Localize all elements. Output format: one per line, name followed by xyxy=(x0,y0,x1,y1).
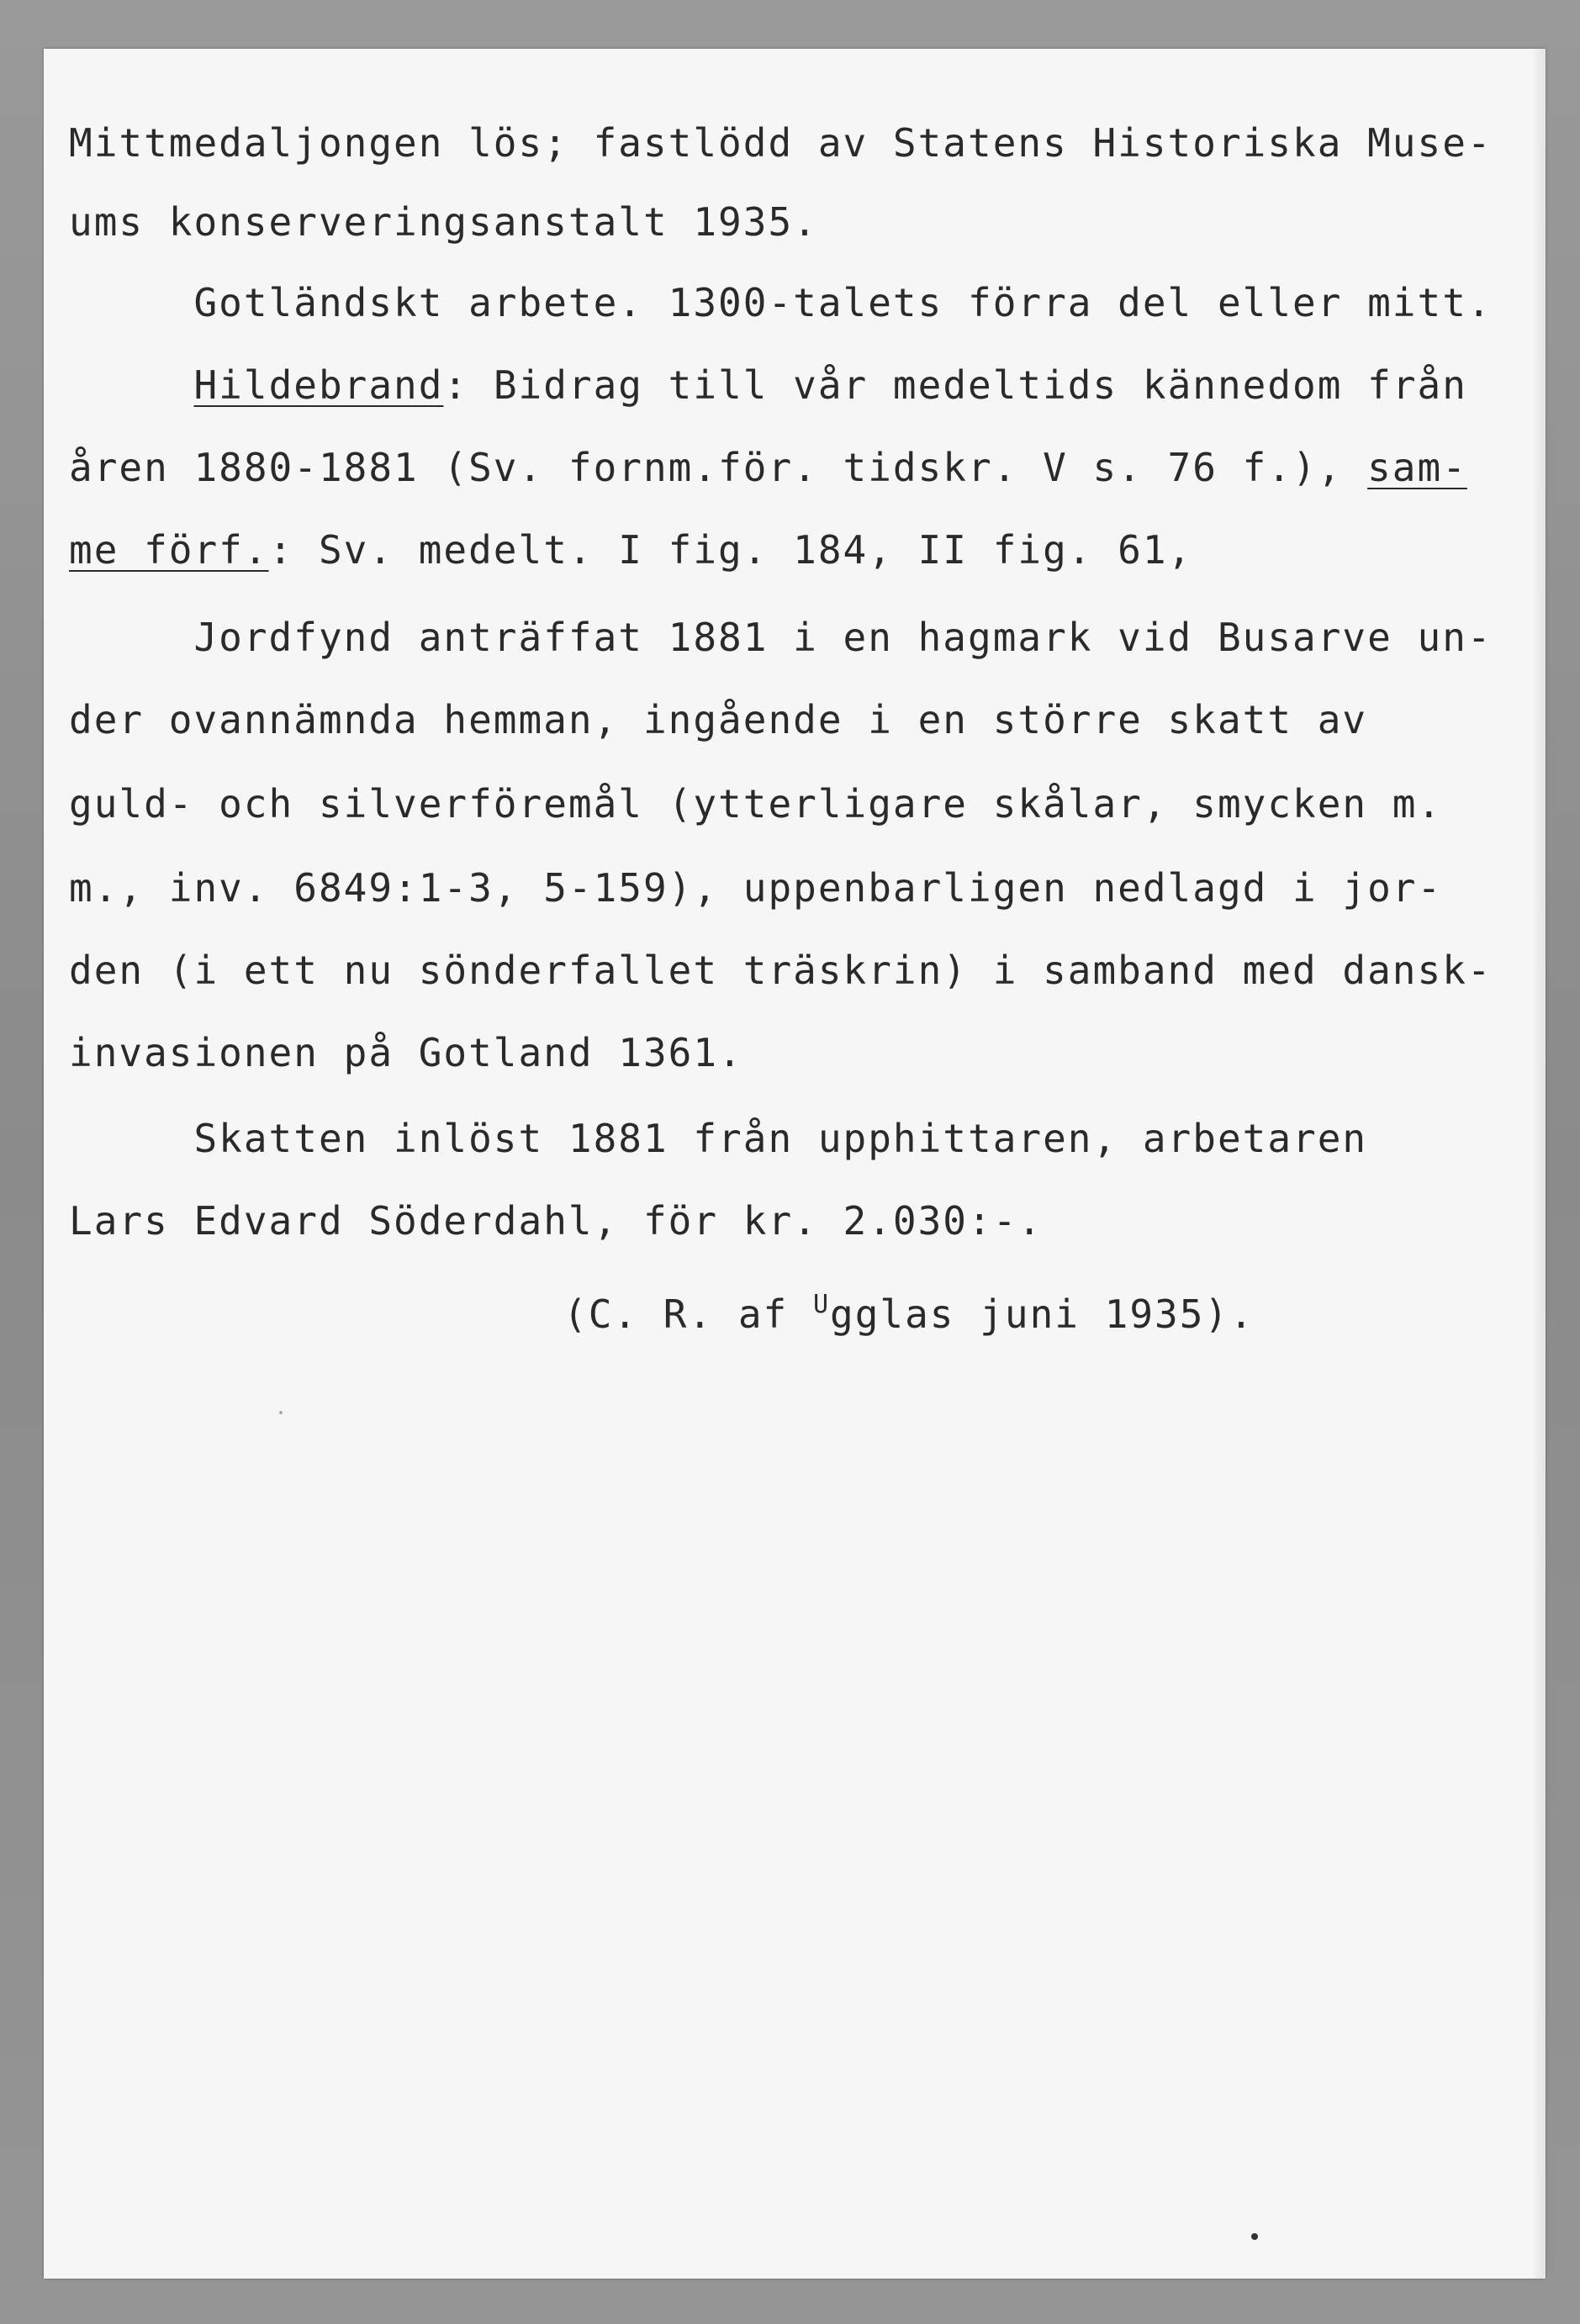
signature-line xyxy=(563,1280,1255,1337)
text-line-10: m., inv. 6849:1-3, 5-159), uppenbarligen nedlagd i jor- xyxy=(69,865,1443,911)
text-line-1: Mittmedaljongen lös; fastlödd av Statens Historiska Muse- xyxy=(69,120,1493,166)
text-line-8: der ovannämnda hemman, ingående i en större skatt av xyxy=(69,697,1368,742)
signature-prefix: (C. R. af xyxy=(563,1291,813,1337)
text-line-9: guld- och silverföremål (ytterligare skålar, smycken m. xyxy=(69,781,1443,827)
text-line-11: den (i ett nu sönderfallet träskrin) i samband med dansk- xyxy=(69,948,1493,993)
text-line-13: Skatten inlöst 1881 från upphittaren, arbetaren xyxy=(69,1116,1368,1161)
index-card xyxy=(44,49,1546,2279)
reference-citation: åren 1880-1881 (Sv. fornm.för. tidskr. V s. 76 f.), xyxy=(69,445,1368,490)
signature-superscript: U xyxy=(812,1290,831,1319)
text-line-4 xyxy=(69,360,1467,410)
speck xyxy=(1251,2233,1258,2240)
text-line-5 xyxy=(69,442,1467,493)
text-line-14: Lars Edvard Söderdahl, för kr. 2.030:-. xyxy=(69,1198,1044,1244)
speck xyxy=(279,1411,283,1414)
indent xyxy=(69,362,193,408)
card-right-edge xyxy=(1534,49,1546,2279)
author-hildebrand: Hildebrand xyxy=(193,362,444,408)
reference-title: : Bidrag till vår medeltids kännedom från xyxy=(443,362,1467,408)
text-line-7: Jordfynd anträffat 1881 i en hagmark vid Busarve un- xyxy=(69,615,1493,660)
reference-figures: : Sv. medelt. I fig. 184, II fig. 61, xyxy=(268,527,1193,573)
same-author-part1: sam- xyxy=(1367,445,1467,490)
signature-rest: gglas juni 1935). xyxy=(830,1291,1255,1337)
text-line-3: Gotländskt arbete. 1300-talets förra del eller mitt. xyxy=(69,280,1493,325)
text-line-6 xyxy=(69,525,1192,575)
text-line-12: invasionen på Gotland 1361. xyxy=(69,1030,743,1075)
same-author-part2: me förf. xyxy=(69,527,269,573)
text-line-2: ums konserveringsanstalt 1935. xyxy=(69,199,818,245)
